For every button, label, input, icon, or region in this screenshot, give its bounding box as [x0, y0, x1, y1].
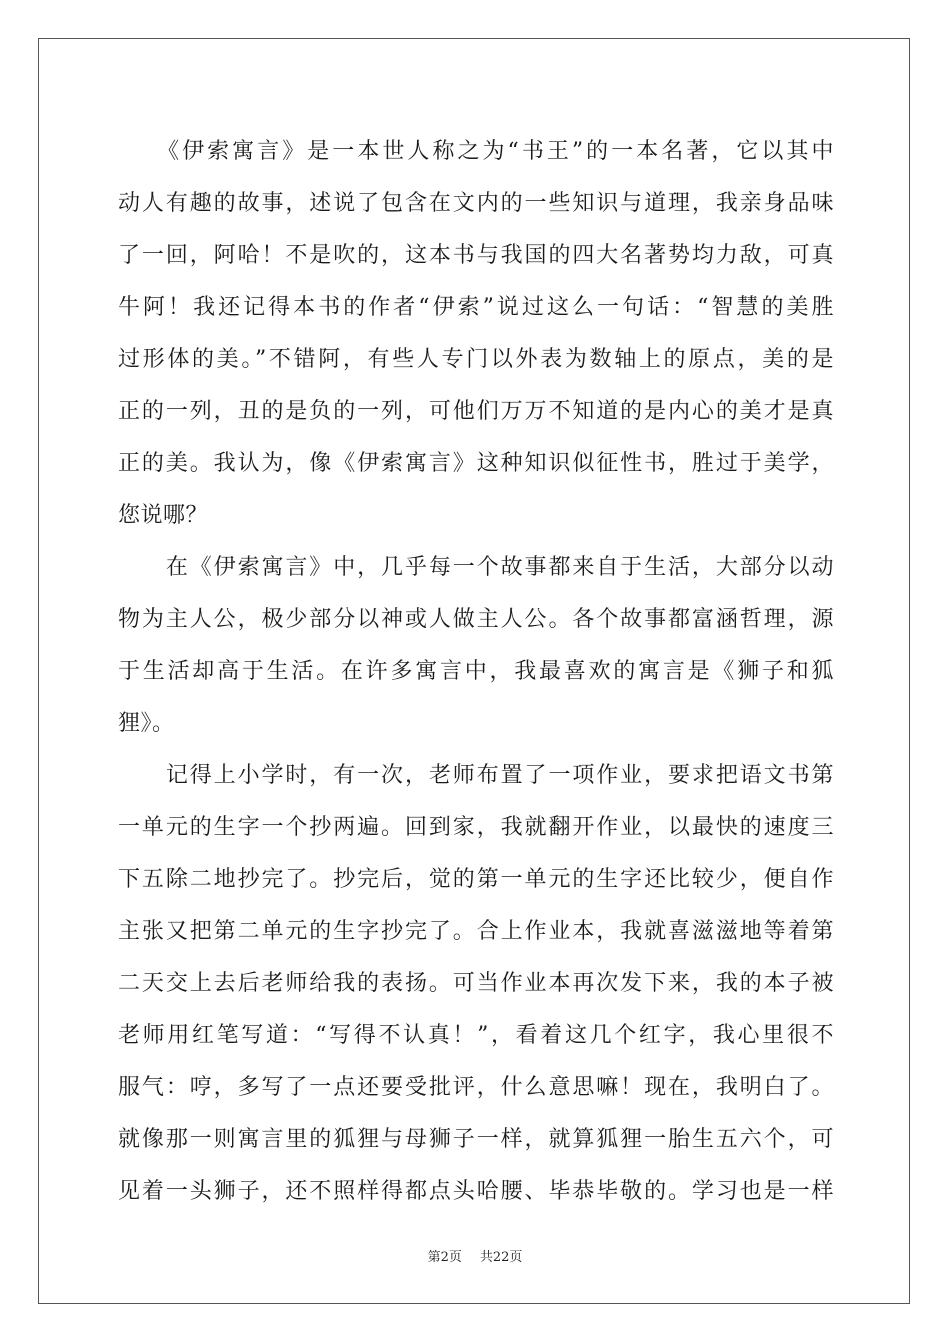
text-line: 正的美。我认为，像《伊索寓言》这种知识似征性书，胜过于美学，: [118, 451, 834, 476]
text-line: 二天交上去后老师给我的表扬。可当作业本再次发下来，我的本子被: [118, 971, 834, 996]
text-line: 记得上小学时，有一次，老师布置了一项作业，要求把语文书第: [118, 763, 834, 788]
page-footer: [0, 1246, 950, 1265]
page-total: 共22页: [479, 1250, 523, 1265]
page-number: 第2页: [427, 1250, 462, 1265]
paragraph-2: [118, 542, 834, 750]
text-line: 您说哪？: [118, 503, 209, 528]
text-line: 物为主人公，极少部分以神或人做主人公。各个故事都富涵哲理，源: [118, 607, 834, 632]
text-line: 服气：哼，多写了一点还要受批评，什么意思嘛！现在，我明白了。: [118, 1075, 834, 1100]
text-line: 动人有趣的故事，述说了包含在文内的一些知识与道理，我亲身品味: [118, 191, 834, 216]
text-line: 下五除二地抄完了。抄完后，觉的第一单元的生字还比较少，便自作: [118, 867, 834, 892]
text-line: 过形体的美。”不错阿，有些人专门以外表为数轴上的原点，美的是: [118, 347, 834, 372]
text-line: 主张又把第二单元的生字抄完了。合上作业本，我就喜滋滋地等着第: [118, 919, 834, 944]
paragraph-3: [118, 750, 834, 1218]
text-line: 了一回，阿哈！不是吹的，这本书与我国的四大名著势均力敌，可真: [118, 243, 834, 268]
text-line: 牛阿！我还记得本书的作者“伊索”说过这么一句话：“智慧的美胜: [118, 295, 834, 320]
text-line: 正的一列，丑的是负的一列，可他们万万不知道的是内心的美才是真: [118, 399, 834, 424]
text-line: 于生活却高于生活。在许多寓言中，我最喜欢的寓言是《狮子和狐: [118, 659, 834, 684]
text-line: 见着一头狮子，还不照样得都点头哈腰、毕恭毕敬的。学习也是一样: [118, 1179, 834, 1204]
paragraph-1: [118, 126, 834, 542]
text-line: 狸》。: [118, 711, 175, 736]
text-line: 《伊索寓言》是一本世人称之为“书王”的一本名著，它以其中: [118, 139, 834, 164]
text-line: 老师用红笔写道：“写得不认真！”，看着这几个红字，我心里很不: [118, 1023, 834, 1048]
text-line: 在《伊索寓言》中，几乎每一个故事都来自于生活，大部分以动: [118, 555, 834, 580]
document-body: [118, 126, 834, 1218]
text-line: 一单元的生字一个抄两遍。回到家，我就翻开作业，以最快的速度三: [118, 815, 834, 840]
text-line: 就像那一则寓言里的狐狸与母狮子一样，就算狐狸一胎生五六个，可: [118, 1127, 834, 1152]
